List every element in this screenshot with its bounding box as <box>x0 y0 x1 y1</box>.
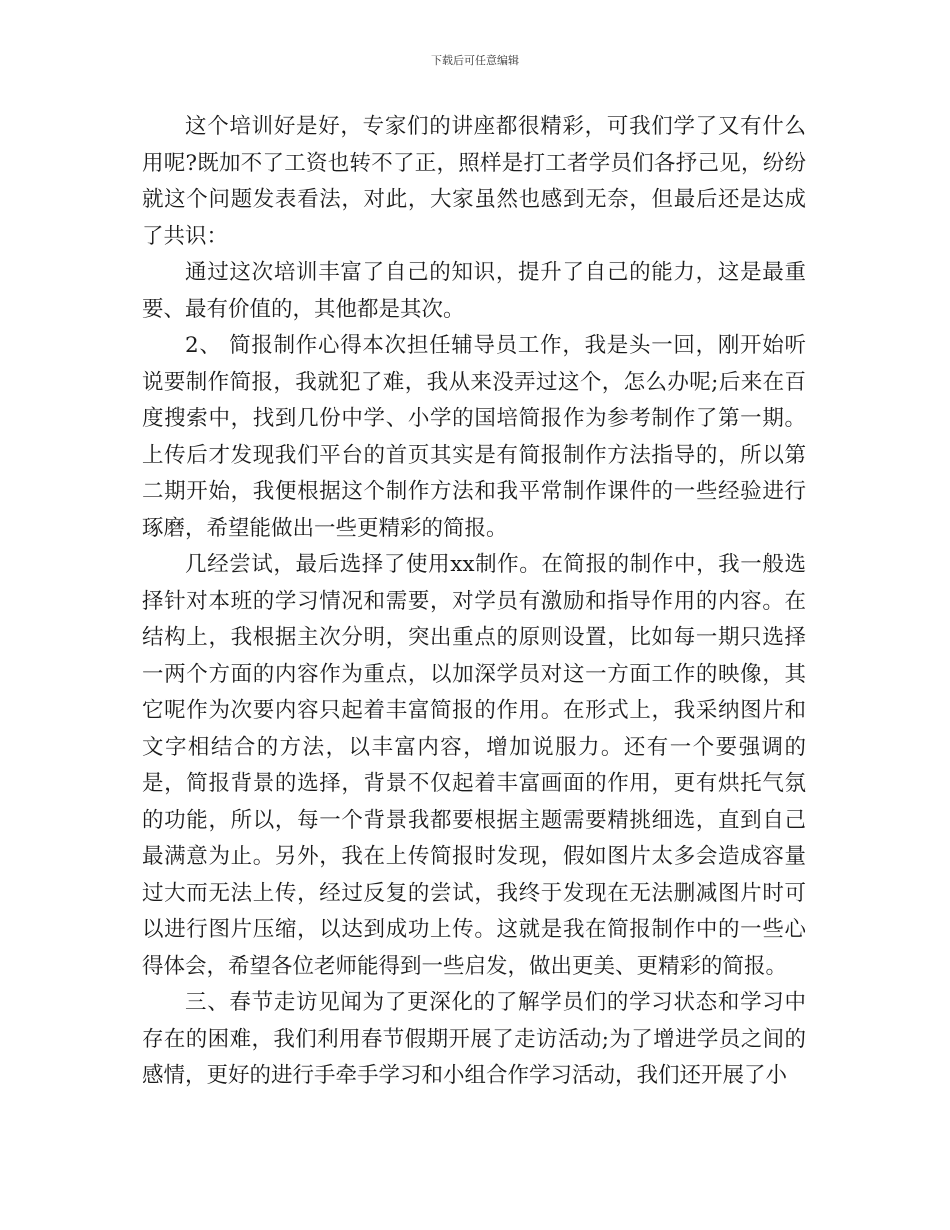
paragraph-5: 三、春节走访见闻为了更深化的了解学员们的学习状态和学习中存在的困难，我们利用春节假期开展了走访活动;为了增进学员之间的感情，更好的进行手牵手学习和小组合作学习活动，我们还开展了小 <box>142 990 806 1088</box>
document-body <box>142 109 806 1095</box>
page-header: 下载后可任意编辑 <box>431 54 519 67</box>
paragraph-3: 2、 简报制作心得本次担任辅导员工作，我是头一回，刚开始听说要制作简报，我就犯了难，我从来没弄过这个，怎么办呢;后来在百度搜索中，找到几份中学、小学的国培简报作为参考制作了第一期。上传后才发现我们平台的首页其实是有简报制作方法指导的，所以第二期开始，我便根据这个制作方法和我平常制作课件的一些经验进行琢磨，希望能做出一些更精彩的简报。 <box>142 333 806 541</box>
paragraph-2: 通过这次培训丰富了自己的知识，提升了自己的能力，这是最重要、最有价值的，其他都是其次。 <box>142 260 806 322</box>
paragraph-1: 这个培训好是好，专家们的讲座都很精彩，可我们学了又有什么用呢?既加不了工资也转不了正，照样是打工者学员们各抒己见，纷纷就这个问题发表看法，对此，大家虽然也感到无奈，但最后还是达成了共识： <box>142 114 806 249</box>
paragraph-4: 几经尝试，最后选择了使用xx制作。在简报的制作中，我一般选择针对本班的学习情况和需要，对学员有激励和指导作用的内容。在结构上，我根据主次分明，突出重点的原则设置，比如每一期只选择一两个方面的内容作为重点，以加深学员对这一方面工作的映像，其它呢作为次要内容只起着丰富简报的作用。在形式上，我采纳图片和文字相结合的方法，以丰富内容，增加说服力。还有一个要强调的是，简报背景的选择，背景不仅起着丰富画面的作用，更有烘托气氛的功能，所以，每一个背景我都要根据主题需要精挑细选，直到自己最满意为止。另外，我在上传简报时发现，假如图片太多会造成容量过大而无法上传，经过反复的尝试，我终于发现在无法删减图片时可以进行图片压缩，以达到成功上传。这就是我在简报制作中的一些心得体会，希望各位老师能得到一些启发，做出更美、更精彩的简报。 <box>142 552 806 979</box>
